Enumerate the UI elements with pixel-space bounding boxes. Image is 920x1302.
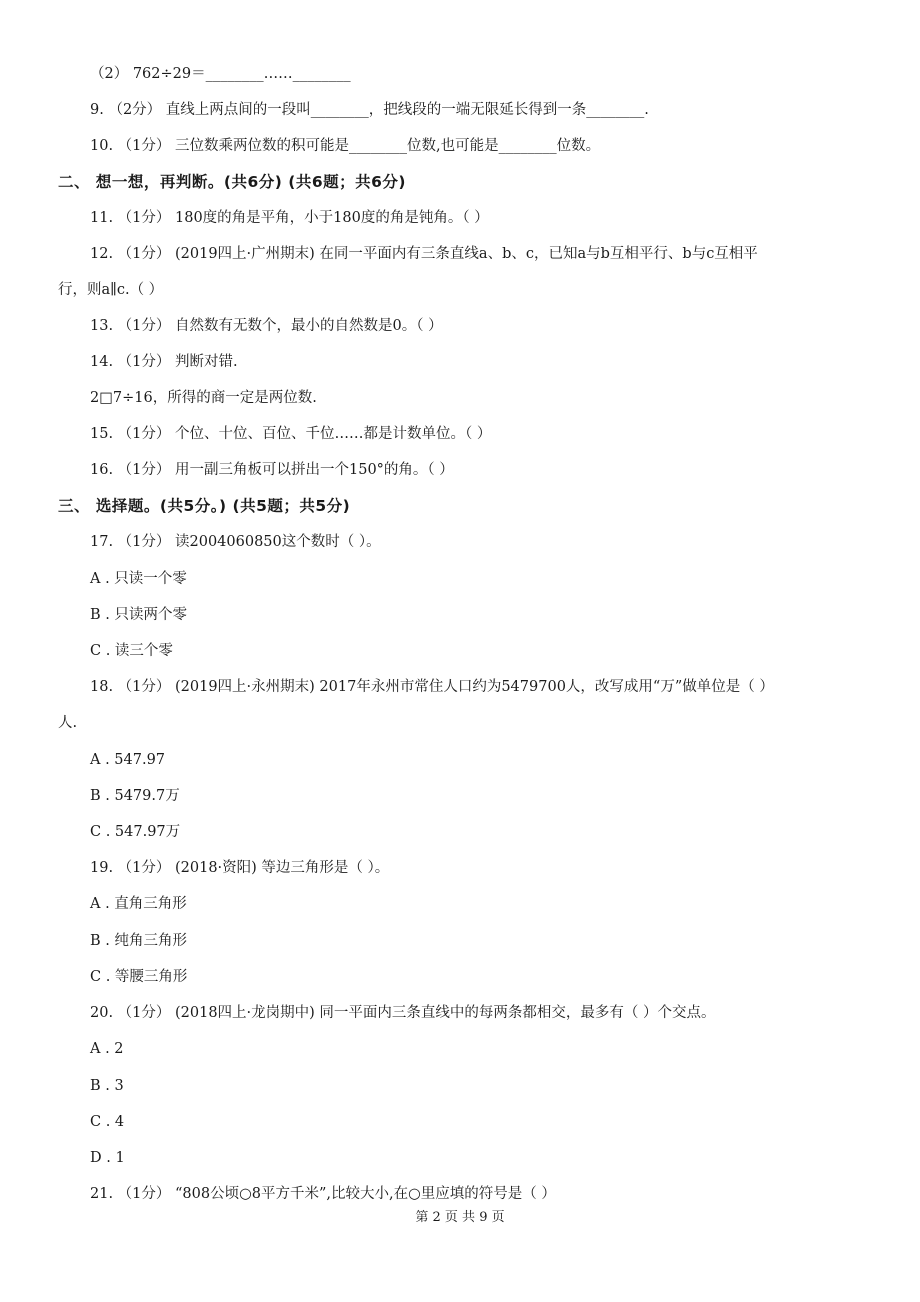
question-10: 10. （1分） 三位数乘两位数的积可能是________位数,也可能是________位数。 <box>90 138 601 154</box>
question-17-option-b: B . 只读两个零 <box>90 607 187 623</box>
question-17: 17. （1分） 读2004060850这个数时（ ）。 <box>90 534 381 550</box>
question-18-option-b: B . 5479.7万 <box>90 788 180 804</box>
question-18: 18. （1分） (2019四上·永州期末) 2017年永州市常住人口约为5479700人，改写成用“万”做单位是（ ） <box>90 679 774 695</box>
question-19-option-b: B . 纯角三角形 <box>90 933 187 949</box>
question-20-option-c: C . 4 <box>90 1114 125 1130</box>
question-20-option-d: D . 1 <box>90 1150 125 1166</box>
question-17-option-a: A . 只读一个零 <box>90 571 187 587</box>
question-11: 11. （1分） 180度的角是平角，小于180度的角是钝角。（ ） <box>90 210 489 226</box>
question-14-statement: 2□7÷16，所得的商一定是两位数. <box>90 390 317 406</box>
question-19: 19. （1分） (2018·资阳) 等边三角形是（ ）。 <box>90 860 390 876</box>
section-2-heading: 二、 想一想，再判断。(共6分) (共6题；共6分) <box>58 173 406 191</box>
question-19-option-a: A . 直角三角形 <box>90 896 187 912</box>
question-12-continued: 行，则a∥c.（ ） <box>58 282 164 298</box>
question-19-option-c: C . 等腰三角形 <box>90 969 188 985</box>
question-18-continued: 人. <box>58 715 78 731</box>
question-20-option-b: B . 3 <box>90 1078 124 1094</box>
question-18-option-a: A . 547.97 <box>90 752 166 768</box>
question-15: 15. （1分） 个位、十位、百位、千位……都是计数单位。（ ） <box>90 426 492 442</box>
section-3-heading: 三、 选择题。(共5分。) (共5题；共5分) <box>58 497 351 515</box>
page-footer: 第 2 页 共 9 页 <box>415 1210 505 1225</box>
question-17-option-c: C . 读三个零 <box>90 643 173 659</box>
question-18-option-c: C . 547.97万 <box>90 824 181 840</box>
question-16: 16. （1分） 用一副三角板可以拼出一个150°的角。（ ） <box>90 462 454 478</box>
question-14: 14. （1分） 判断对错. <box>90 354 238 370</box>
question-20-option-a: A . 2 <box>90 1041 124 1057</box>
question-8-part-2: （2） 762÷29＝________……________ <box>90 66 351 82</box>
question-21: 21. （1分） “808公顷○8平方千米”,比较大小,在○里应填的符号是（ ） <box>90 1186 556 1202</box>
question-13: 13. （1分） 自然数有无数个，最小的自然数是0。（ ） <box>90 318 443 334</box>
question-12: 12. （1分） (2019四上·广州期末) 在同一平面内有三条直线a、b、c，已知a与b互相平行、b与c互相平 <box>90 246 758 262</box>
question-9: 9. （2分） 直线上两点间的一段叫________，把线段的一端无限延长得到一条________. <box>90 102 649 118</box>
question-20: 20. （1分） (2018四上·龙岗期中) 同一平面内三条直线中的每两条都相交，最多有（ ）个交点。 <box>90 1005 716 1021</box>
